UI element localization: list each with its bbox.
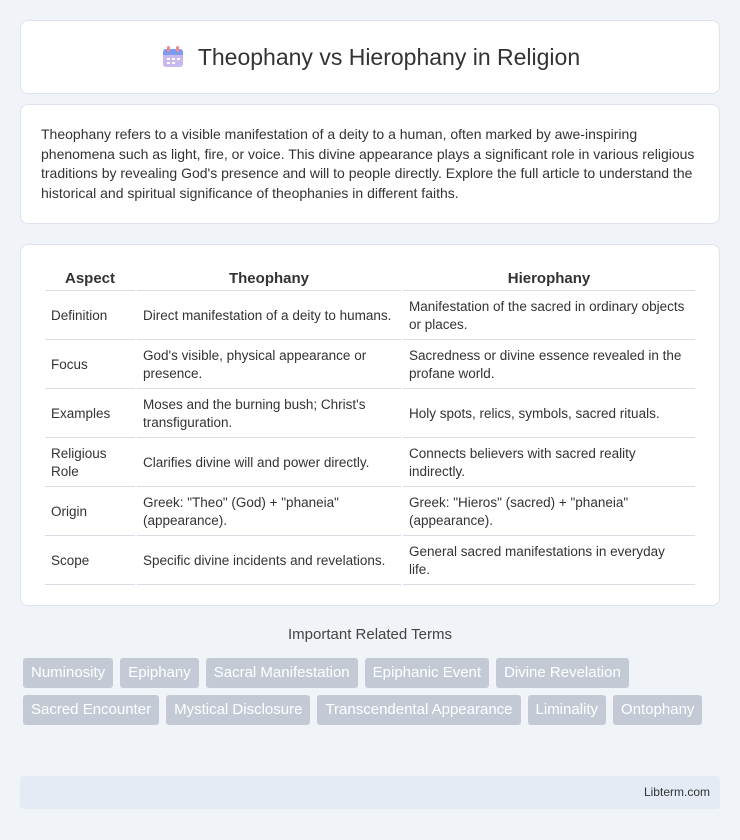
cell-theophany: Specific divine incidents and revelations.	[137, 538, 401, 585]
cell-hierophany: Holy spots, relics, symbols, sacred rituals.	[403, 391, 695, 438]
cell-aspect: Origin	[45, 489, 135, 536]
table-row	[45, 293, 695, 340]
cell-hierophany: Sacredness or divine essence revealed in the profane world.	[403, 342, 695, 389]
title-card	[20, 20, 720, 94]
cell-theophany: Greek: "Theo" (God) + "phaneia" (appearance).	[137, 489, 401, 536]
header-aspect: Aspect	[45, 267, 135, 291]
cell-aspect: Examples	[45, 391, 135, 438]
term-tag[interactable]: Mystical Disclosure	[166, 695, 310, 725]
term-tag[interactable]: Sacral Manifestation	[206, 658, 358, 688]
intro-text: Theophany refers to a visible manifestation of a deity to a human, often marked by awe-inspiring phenomena such as light, fire, or voice. This divine appearance plays a significant role in various religious traditions by revealing God's presence and will to people directly. Explore the full article to understand the historical and spiritual significance of theophanies in different faiths.	[41, 126, 695, 201]
term-tag[interactable]: Ontophany	[613, 695, 702, 725]
cell-hierophany: General sacred manifestations in everyday life.	[403, 538, 695, 585]
term-tag[interactable]: Numinosity	[23, 658, 113, 688]
cell-theophany: Moses and the burning bush; Christ's transfiguration.	[137, 391, 401, 438]
cell-aspect: Focus	[45, 342, 135, 389]
table-row	[45, 391, 695, 438]
cell-aspect: Definition	[45, 293, 135, 340]
related-terms-list	[23, 658, 723, 725]
cell-hierophany: Manifestation of the sacred in ordinary objects or places.	[403, 293, 695, 340]
cell-hierophany: Greek: "Hieros" (sacred) + "phaneia" (appearance).	[403, 489, 695, 536]
cell-theophany: God's visible, physical appearance or presence.	[137, 342, 401, 389]
header-hierophany: Hierophany	[403, 267, 695, 291]
intro-card	[20, 104, 720, 224]
term-tag[interactable]: Divine Revelation	[496, 658, 629, 688]
table-row	[45, 489, 695, 536]
cell-hierophany: Connects believers with sacred reality indirectly.	[403, 440, 695, 487]
term-tag[interactable]: Epiphanic Event	[365, 658, 489, 688]
header-theophany: Theophany	[137, 267, 401, 291]
cell-theophany: Clarifies divine will and power directly.	[137, 440, 401, 487]
table-row	[45, 440, 695, 487]
comparison-table	[43, 265, 697, 587]
term-tag[interactable]: Liminality	[528, 695, 607, 725]
table-header-row	[45, 267, 695, 291]
cell-aspect: Scope	[45, 538, 135, 585]
footer-site-link[interactable]: Libterm.com	[643, 785, 710, 799]
table-row	[45, 342, 695, 389]
term-tag[interactable]: Epiphany	[120, 658, 199, 688]
cell-aspect: Religious Role	[45, 440, 135, 487]
related-terms-heading: Important Related Terms	[288, 626, 452, 643]
comparison-card	[20, 244, 720, 606]
footer	[20, 776, 720, 809]
term-tag[interactable]: Sacred Encounter	[23, 695, 159, 725]
page-title: Theophany vs Hierophany in Religion	[197, 43, 581, 70]
cell-theophany: Direct manifestation of a deity to humans.	[137, 293, 401, 340]
term-tag[interactable]: Transcendental Appearance	[317, 695, 520, 725]
calendar-icon	[160, 44, 186, 70]
table-row	[45, 538, 695, 585]
